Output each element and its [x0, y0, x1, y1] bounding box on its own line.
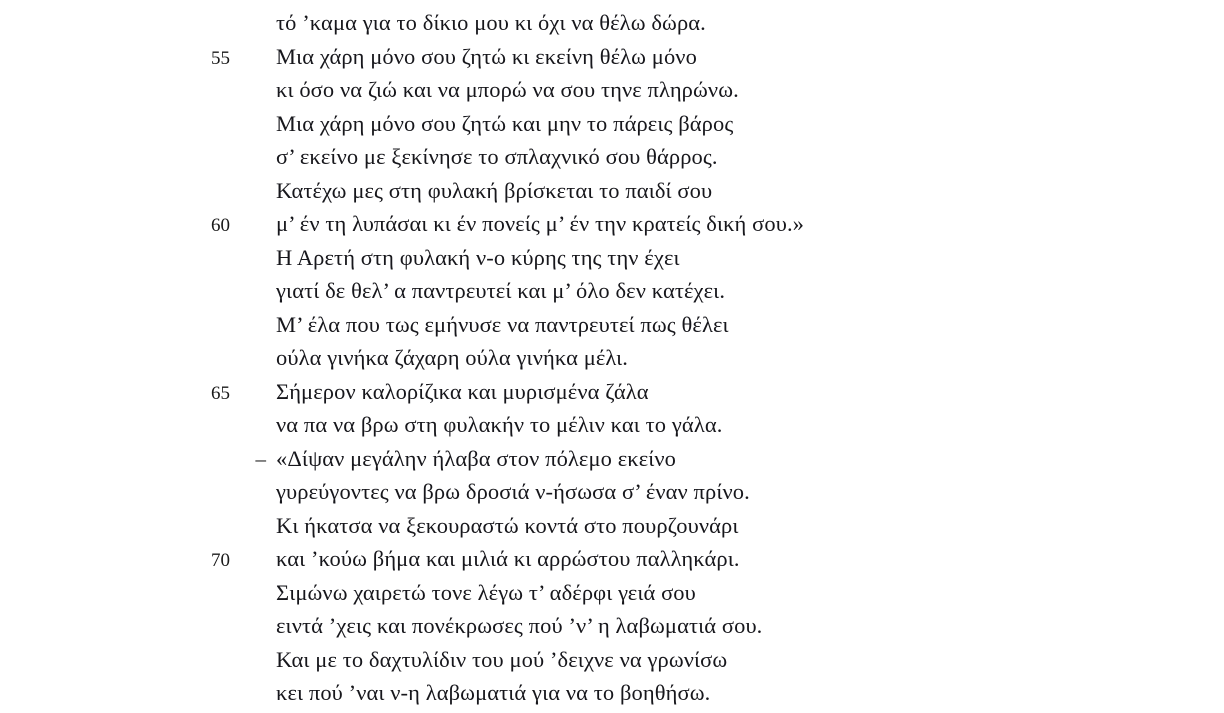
verse-line	[0, 140, 1224, 174]
verse-text: σ’ εκείνο με ξεκίνησε το σπλαχνικό σου θάρρος.	[276, 144, 718, 169]
verse-text: τό ’καμα για το δίκιο μου κι όχι να θέλω δώρα.	[276, 10, 706, 35]
verse-text: Σιμώνω χαιρετώ τονε λέγω τ’ αδέρφι γειά σου	[276, 579, 696, 605]
verse-text: μ’ έν τη λυπάσαι κι έν πονείς μ’ έν την κρατείς δική σου.»	[276, 211, 805, 236]
verse-text: Μια χάρη μόνο σου ζητώ κι εκείνη θέλω μόνο	[276, 43, 697, 69]
verse-text: ούλα γινήκα ζάχαρη ούλα γινήκα μέλι.	[276, 345, 629, 370]
verse-line	[0, 40, 1224, 74]
verse-text: Και με το δαχτυλίδιν του μού ’δειχνε να γρωνίσω	[276, 646, 728, 672]
verse-text: Κατέχω μες στη φυλακή βρίσκεται το παιδί σου	[276, 177, 713, 203]
verse-line	[0, 241, 1224, 275]
verse-text: γιατί δε θελ’ α παντρευτεί και μ’ όλο δεν κατέχει.	[276, 278, 726, 303]
verse-text: Σήμερον καλορίζικα και μυρισμένα ζάλα	[276, 378, 649, 404]
verse-line	[0, 6, 1224, 40]
line-number: 60	[211, 215, 230, 236]
verse-line	[0, 576, 1224, 610]
verse-text: Μια χάρη μόνο σου ζητώ και μην το πάρεις βάρος	[276, 110, 734, 136]
verse-text: γυρεύγοντες να βρω δροσιά ν-ήσωσα σ’ έναν πρίνο.	[276, 479, 750, 504]
line-number: 70	[211, 550, 230, 571]
verse-text: ειντά ’χεις και πονέκρωσες πού ’ν’ η λαβωματιά σου.	[276, 613, 763, 638]
verse-text: Κι ήκατσα να ξεκουραστώ κοντά στο πουρζουνάρι	[276, 512, 739, 538]
speaker-dash: –	[255, 446, 266, 471]
verse-line	[0, 274, 1224, 308]
line-number: 55	[211, 47, 230, 69]
verse-line	[0, 308, 1224, 342]
verse-line	[0, 174, 1224, 208]
verse-line	[0, 509, 1224, 543]
verse-line	[0, 73, 1224, 107]
verse-line	[0, 107, 1224, 141]
verse-text: «Δίψαν μεγάλην ήλαβα στον πόλεμο εκείνο	[276, 445, 677, 471]
verse-list	[0, 6, 1224, 710]
verse-text: κι όσο να ζιώ και να μπορώ να σου τηνε πληρώνω.	[276, 77, 739, 102]
verse-line	[0, 609, 1224, 643]
verse-text: Η Αρετή στη φυλακή ν-ο κύρης της την έχει	[276, 244, 680, 270]
verse-line	[0, 475, 1224, 509]
verse-line	[0, 442, 1224, 476]
line-number: 65	[211, 382, 230, 404]
verse-line	[0, 542, 1224, 576]
verse-text: Μ’ έλα που τως εμήνυσε να παντρευτεί πως θέλει	[276, 311, 729, 337]
verse-line	[0, 375, 1224, 409]
verse-line	[0, 207, 1224, 241]
verse-line	[0, 408, 1224, 442]
verse-text: να πα να βρω στη φυλακήν το μέλιν και το γάλα.	[276, 412, 723, 437]
verse-line	[0, 643, 1224, 677]
verse-line	[0, 341, 1224, 375]
verse-line	[0, 676, 1224, 710]
verse-text: και ’κούω βήμα και μιλιά κι αρρώστου παλληκάρι.	[276, 546, 740, 571]
verse-text: κει πού ’ναι ν-η λαβωματιά για να το βοηθήσω.	[276, 680, 711, 705]
